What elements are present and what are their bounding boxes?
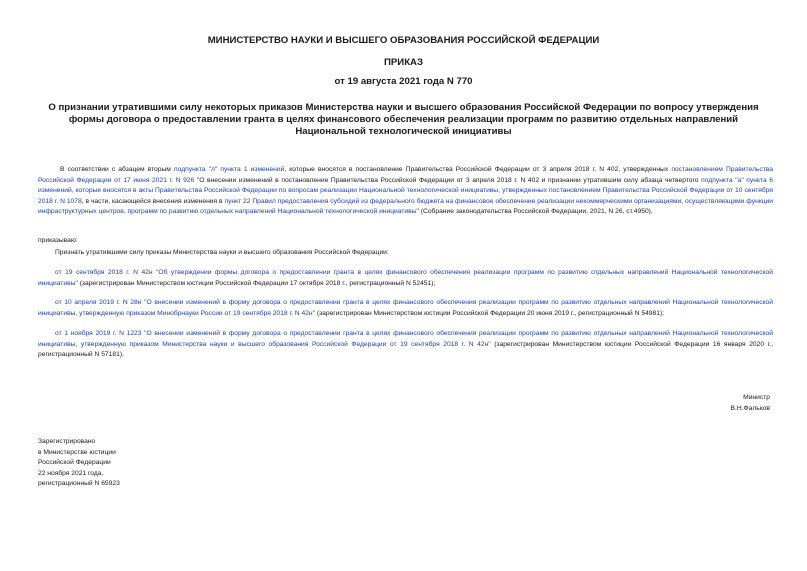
link-subparagraph-l[interactable]: подпункта "л" пункта 1 изменений — [174, 166, 285, 173]
item-registration-text: (зарегистрирован Министерством юстиции Российской Федерации 16 января 2020 г., регистрационный N 57181). — [38, 340, 773, 359]
repealed-order-item — [38, 268, 773, 289]
ministry-heading: МИНИСТЕРСТВО НАУКИ И ВЫСШЕГО ОБРАЗОВАНИЯ РОССИЙСКОЙ ФЕДЕРАЦИИ — [207, 35, 600, 46]
registration-block — [38, 437, 120, 490]
link-rules-point-22[interactable]: пункт 22 Правил предоставления субсидий из федерального бюджета на финансовое обеспечение реализации некоммерческими организациями, осуществляющими функции инфраструктурных центров, программ по развитию отдельных направлений Национальной технологической инициативы — [38, 197, 773, 216]
intro-text-2: , которые вносятся в постановление Правительства Российской Федерации от 3 апреля 2018 г. N 402, утвержденных — [284, 166, 672, 173]
order-heading: ПРИКАЗ — [384, 57, 423, 68]
link-subparagraph-a[interactable]: подпункта "а" пункта 6 изменений, которые вносятся в акты Правительства Российской Федерации по вопросам реализации Национальной технологической инициативы, утвержденных постановлением Правительства Российской Федерации от 10 сентября 2018 г. N 1078 — [38, 176, 774, 205]
repealed-order-item — [38, 329, 773, 361]
link-government-decree-926[interactable]: постановлением Правительства Российской Федерации от 17 июня 2021 г. N 926 — [38, 166, 773, 184]
signature-block — [731, 393, 770, 414]
signatory-position: Министр — [743, 394, 770, 401]
intro-text-3: "О внесении изменений в постановление Правительства Российской Федерации от 3 апреля 2018 г. N 402 и признании утратившим силу абзаца четвертого — [194, 176, 702, 184]
item-registration-text: (зарегистрирован Министерством юстиции Российской Федерации 20 июня 2019 г., регистрационный N 54981); — [314, 309, 665, 317]
order-date: от 19 августа 2021 года N 770 — [334, 76, 473, 87]
item-registration-text: (зарегистрирован Министерством юстиции Российской Федерации 17 октября 2018 г., регистрационный N 52451); — [77, 279, 436, 287]
registration-line: регистрационный N 65923 — [38, 480, 120, 488]
order-title: О признании утратившими силу некоторых приказов Министерства науки и высшего образования Российской Федерации по вопросу утверждения формы договора о предоставлении гранта в целях финансового обеспечения реализации программ по развитию отдельных направлений Национальной технологической инициативы — [48, 102, 759, 137]
link-order-1223[interactable]: от 1 ноября 2019 г. N 1223 "О внесении изменений в форму договора о предоставлении гранта в целях финансового обеспечения реализации программ по развитию отдельных направлений Национальной технологической инициативы, утвержденную приказом Министерства науки и высшего образования Российской Федерации от 19 сентября 2018 г. N 42н" — [38, 330, 773, 348]
orders-paragraph: приказываю: — [38, 237, 78, 244]
signatory-name: В.Н.Фальков — [730, 404, 770, 412]
registration-line: Российской Федерации — [38, 459, 111, 467]
intro-text-1: В соответствии с абзацем вторым — [60, 166, 175, 173]
registration-line: в Министерстве юстиции — [38, 448, 116, 456]
intro-text-4: , в части, касающейся внесения изменения в — [81, 197, 225, 205]
registration-line: Зарегистрировано — [38, 438, 96, 445]
repealed-order-item — [38, 298, 773, 319]
registration-line: 22 ноября 2021 года, — [38, 469, 104, 477]
recognize-paragraph: Признать утратившими силу приказы Министерства науки и высшего образования Российской Федерации: — [55, 249, 389, 256]
intro-text-5: " (Собрание законодательства Российской Федерации, 2021, N 26, ст.4950), — [416, 208, 653, 216]
link-order-28n[interactable]: от 10 апреля 2019 г. N 28н "О внесении изменений в форму договора о предоставлении гранта в целях финансового обеспечения реализации программ по развитию отдельных направлений Национальной технологической инициативы, утвержденную приказом Минобрнауки России от 19 сентября 2018 г. N 42н" — [38, 299, 773, 317]
intro-paragraph — [38, 165, 773, 218]
link-order-42n[interactable]: от 19 сентября 2018 г. N 42н "Об утверждении формы договора о предоставлении гранта в целях финансового обеспечения реализации программ по развитию отдельных направлений Национальной технологической инициативы" — [38, 269, 773, 287]
